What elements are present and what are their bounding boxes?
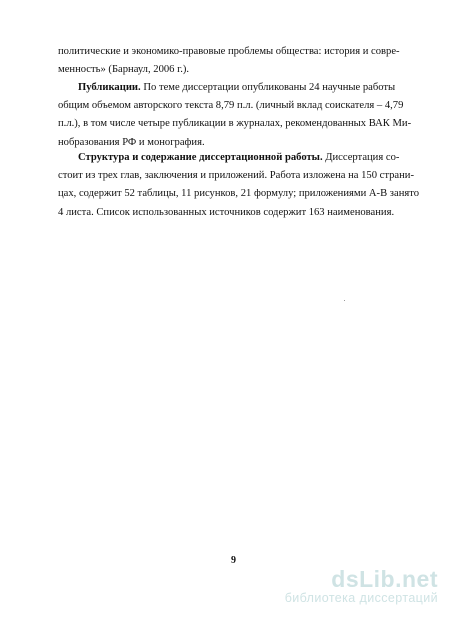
- section-heading-structure: Структура и содержание диссертационной работы.: [78, 152, 323, 163]
- text-line: общим объемом авторского текста 8,79 п.л. (личный вклад соискателя – 4,79: [58, 100, 404, 112]
- text-line: политические и экономико-правовые проблемы общества: история и совре-: [58, 46, 400, 57]
- section-heading-publications: Публикации.: [78, 82, 141, 93]
- paragraph-publications: [58, 79, 412, 152]
- text-line: цах, содержит 52 таблицы, 11 рисунков, 21 формулу; приложениями А-В занято: [58, 188, 420, 200]
- text-line: [58, 149, 400, 167]
- watermark-subtitle: библиотека диссертаций: [284, 591, 438, 605]
- paragraph-structure: [58, 149, 420, 222]
- text-fragment: По теме диссертации опубликованы 24 научные работы: [143, 82, 396, 93]
- paragraph-conference-end: [58, 43, 400, 79]
- text-line: [58, 79, 400, 97]
- text-line: менность» (Барнаул, 2006 г.).: [58, 64, 190, 76]
- text-line: п.л.), в том числе четыре публикации в журналах, рекомендованных ВАК Ми-: [58, 118, 412, 130]
- scan-speck: [344, 300, 345, 301]
- watermark-logo: dsLib.net: [331, 566, 438, 592]
- page-number: 9: [231, 555, 236, 566]
- watermark: [285, 567, 438, 606]
- text-line: нобразования РФ и монография.: [58, 136, 205, 148]
- text-fragment: Диссертация со-: [325, 152, 400, 163]
- text-line: стоит из трех глав, заключения и приложений. Работа изложена на 150 страни-: [58, 170, 414, 182]
- text-line: 4 листа. Список использованных источников содержит 163 наименования.: [58, 206, 395, 218]
